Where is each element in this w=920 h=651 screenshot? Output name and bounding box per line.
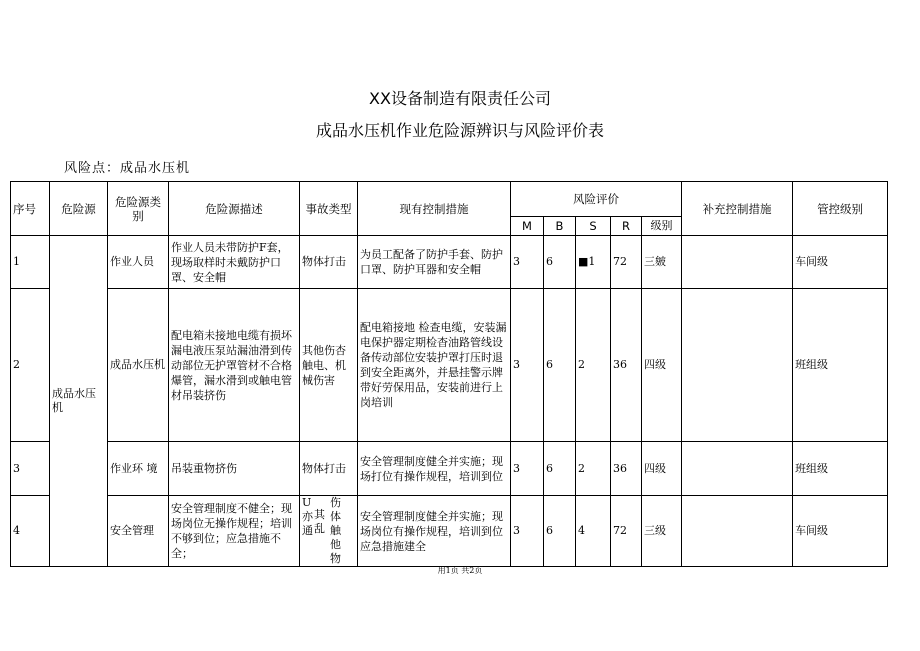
cell-grade: 三级 bbox=[642, 496, 682, 567]
cell-s: ■1 bbox=[576, 236, 611, 289]
cell-s: 4 bbox=[576, 496, 611, 567]
cell-r: 72 bbox=[611, 496, 642, 567]
cell-b: 6 bbox=[544, 442, 576, 496]
col-header-controls: 现有控制措施 bbox=[358, 182, 511, 236]
page-footer: 用1页 共2页 bbox=[437, 566, 483, 575]
cell-b: 6 bbox=[544, 496, 576, 567]
table-row bbox=[11, 496, 888, 567]
cell-accident: 其他伤杏触电、机械伤害 bbox=[300, 289, 358, 442]
risk-evaluation-table bbox=[10, 181, 888, 567]
cell-controls: 安全管理制度健全并实施；现场岗位有操作规程，培训到位应急措施建全 bbox=[358, 496, 511, 567]
cell-category: 作业人员 bbox=[108, 236, 169, 289]
col-header-category: 危险源类别 bbox=[108, 182, 169, 236]
cell-seq: 2 bbox=[11, 289, 50, 442]
cell-grade: 四级 bbox=[642, 289, 682, 442]
accident-fragment-right: 伤体触他物 bbox=[330, 496, 341, 565]
cell-accident: 物体打击 bbox=[300, 236, 358, 289]
cell-m: 3 bbox=[511, 442, 544, 496]
company-name: XX设备制造有限责任公司 bbox=[369, 89, 551, 108]
cell-accident: 物体打击 bbox=[300, 442, 358, 496]
cell-accident bbox=[300, 496, 358, 567]
document-title: 成品水压机作业危险源辨识与风险评价表 bbox=[315, 121, 604, 140]
col-header-grade: 级别 bbox=[642, 217, 682, 236]
col-header-m: M bbox=[511, 217, 544, 236]
col-header-description: 危险源描述 bbox=[169, 182, 300, 236]
col-header-accident: 事故类型 bbox=[300, 182, 358, 236]
cell-b: 6 bbox=[544, 236, 576, 289]
cell-grade: 三皴 bbox=[642, 236, 682, 289]
cell-r: 36 bbox=[611, 442, 642, 496]
accident-fragment-mid: 其乱 bbox=[314, 508, 325, 535]
cell-seq: 1 bbox=[11, 236, 50, 289]
table-row bbox=[11, 236, 888, 289]
table-row bbox=[11, 442, 888, 496]
cell-r: 36 bbox=[611, 289, 642, 442]
col-header-seq: 序号 bbox=[11, 182, 50, 236]
accident-fragment-left: U亦通 bbox=[302, 496, 313, 537]
header-row bbox=[11, 182, 888, 217]
cell-s: 2 bbox=[576, 442, 611, 496]
cell-b: 6 bbox=[544, 289, 576, 442]
cell-level: 车间级 bbox=[793, 496, 888, 567]
col-header-level: 管控级别 bbox=[793, 182, 888, 236]
col-header-r: R bbox=[611, 217, 642, 236]
cell-controls: 配电箱接地 检查电缆，安装漏电保护器定期检杳油路管线设备传动部位安装护罩打压时退到安全距离外，并悬挂警示牌带好劳保用品，安装前进行上岗培训 bbox=[358, 289, 511, 442]
col-header-s: S bbox=[576, 217, 611, 236]
cell-category: 成品水压机 bbox=[108, 289, 169, 442]
cell-seq: 3 bbox=[11, 442, 50, 496]
cell-level: 班组级 bbox=[793, 289, 888, 442]
cell-m: 3 bbox=[511, 496, 544, 567]
cell-extra bbox=[682, 442, 793, 496]
cell-controls: 为员工配备了防护手套、防护口罩、防护耳器和安全帽 bbox=[358, 236, 511, 289]
cell-source-merged: 成品水压机 bbox=[50, 236, 108, 567]
cell-description: 配电箱未接地电缆有损坏漏电液压泵站漏油滑到传动部位无护罩管材不合格爆管，漏水滑到或触电管材吊装挤伤 bbox=[169, 289, 300, 442]
cell-m: 3 bbox=[511, 289, 544, 442]
cell-category: 作业环 境 bbox=[108, 442, 169, 496]
cell-extra bbox=[682, 496, 793, 567]
cell-extra bbox=[682, 289, 793, 442]
risk-point-label: 风险点：成品水压机 bbox=[64, 161, 191, 176]
cell-seq: 4 bbox=[11, 496, 50, 567]
col-header-b: B bbox=[544, 217, 576, 236]
col-header-source: 危险源 bbox=[50, 182, 108, 236]
cell-level: 车间级 bbox=[793, 236, 888, 289]
cell-description: 安全管理制度不健全；现场岗位无操作规程；培训不够到位；应急措施不全； bbox=[169, 496, 300, 567]
cell-grade: 四级 bbox=[642, 442, 682, 496]
cell-r: 72 bbox=[611, 236, 642, 289]
accident-fragments bbox=[302, 496, 355, 566]
cell-level: 班组级 bbox=[793, 442, 888, 496]
cell-description: 作业人员未带防护F套，现场取样时未戴防护口罩、安全帽 bbox=[169, 236, 300, 289]
col-header-extra: 补充控制措施 bbox=[682, 182, 793, 236]
cell-controls: 安全管理制度健全并实施；现场打位有操作规程，培训到位 bbox=[358, 442, 511, 496]
cell-m: 3 bbox=[511, 236, 544, 289]
cell-description: 吊装重物挤伤 bbox=[169, 442, 300, 496]
cell-category: 安全管理 bbox=[108, 496, 169, 567]
cell-s: 2 bbox=[576, 289, 611, 442]
col-header-evaluation: 风险评价 bbox=[511, 182, 682, 217]
cell-extra bbox=[682, 236, 793, 289]
table-row bbox=[11, 289, 888, 442]
